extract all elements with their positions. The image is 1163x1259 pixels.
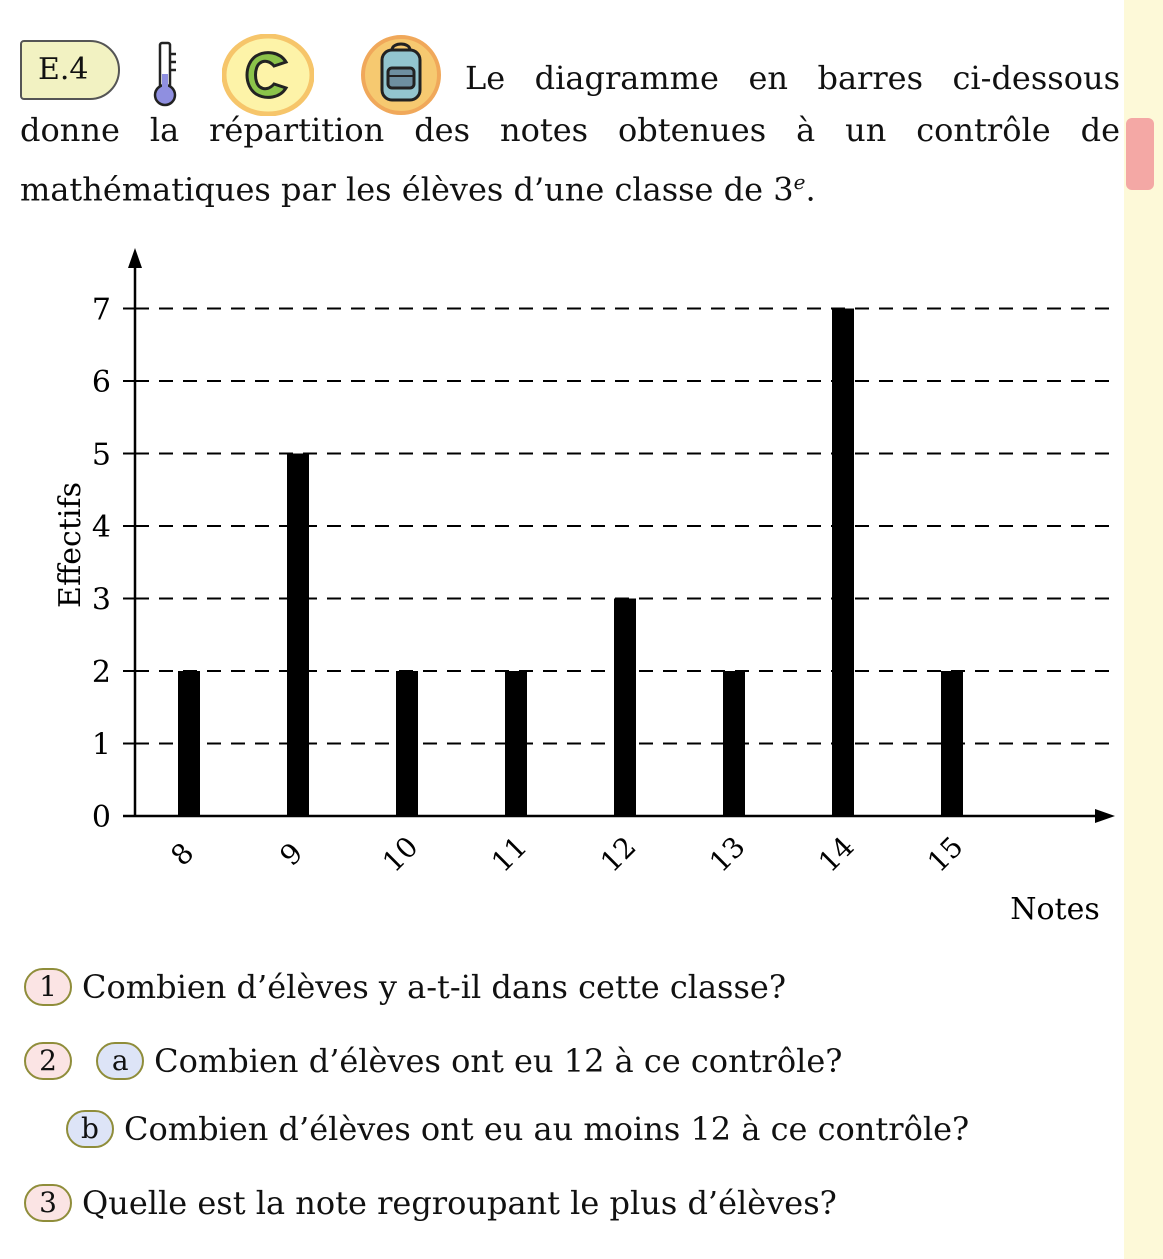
text-line-2: donne la répartition des notes obtenues à un contrôle de (20, 111, 1120, 149)
text-line-3: mathématiques par les élèves d’une classe de 3 (20, 170, 794, 209)
text-end: . (805, 170, 816, 209)
y-tick-label: 0 (91, 800, 111, 835)
bar-11 (505, 671, 527, 816)
y-tick-label: 5 (91, 437, 111, 473)
bar-15 (941, 671, 963, 816)
bar-9 (287, 454, 309, 817)
bar-8 (178, 671, 200, 816)
bar-12 (614, 599, 636, 817)
x-tick-label: 14 (812, 830, 861, 879)
y-tick-label: 1 (91, 727, 111, 763)
x-tick-label: 9 (273, 836, 310, 873)
question-2b (66, 1106, 969, 1149)
question-1 (24, 964, 786, 1007)
x-axis-label: Notes (1010, 892, 1100, 925)
x-tick-label: 15 (921, 830, 970, 879)
question-number-badge: 3 (24, 1184, 72, 1222)
bar-13 (723, 671, 745, 816)
question-text: Combien d’élèves ont eu au moins 12 à ce contrôle? (124, 1109, 970, 1148)
y-tick-label: 7 (91, 292, 111, 328)
x-tick-label: 11 (485, 830, 534, 879)
bar-chart (0, 225, 1124, 925)
x-tick-label: 13 (703, 830, 752, 879)
question-text: Combien d’élèves ont eu 12 à ce contrôle? (154, 1041, 843, 1080)
y-axis-arrow (128, 248, 142, 268)
x-tick-label: 12 (594, 830, 643, 879)
y-tick-label: 3 (91, 582, 111, 618)
question-3 (24, 1180, 837, 1223)
exercise-text (20, 52, 1120, 216)
question-number-badge: 2 (24, 1042, 72, 1080)
question-number-badge: 1 (24, 968, 72, 1006)
sub-question-badge: b (66, 1110, 114, 1148)
x-tick-label: 10 (376, 830, 425, 879)
exercise-badge: E.4 (20, 40, 120, 100)
y-axis-label: Effectifs (53, 482, 88, 608)
text-line-1: Le diagramme en barres ci-dessous (465, 59, 1120, 97)
question-2a (24, 1038, 842, 1081)
bar-14 (832, 309, 854, 817)
scroll-thumb[interactable] (1126, 118, 1154, 190)
question-text: Combien d’élèves y a-t-il dans cette classe? (82, 967, 786, 1006)
bar-10 (396, 671, 418, 816)
text-indent (20, 79, 465, 89)
y-tick-label: 2 (91, 655, 111, 690)
question-text: Quelle est la note regroupant le plus d’élèves? (82, 1183, 837, 1222)
y-tick-label: 4 (91, 510, 111, 545)
superscript: e (793, 170, 806, 194)
x-tick-label: 8 (164, 836, 201, 873)
x-axis-arrow (1095, 809, 1115, 823)
sub-question-badge: a (96, 1042, 144, 1080)
y-tick-label: 6 (91, 365, 111, 400)
